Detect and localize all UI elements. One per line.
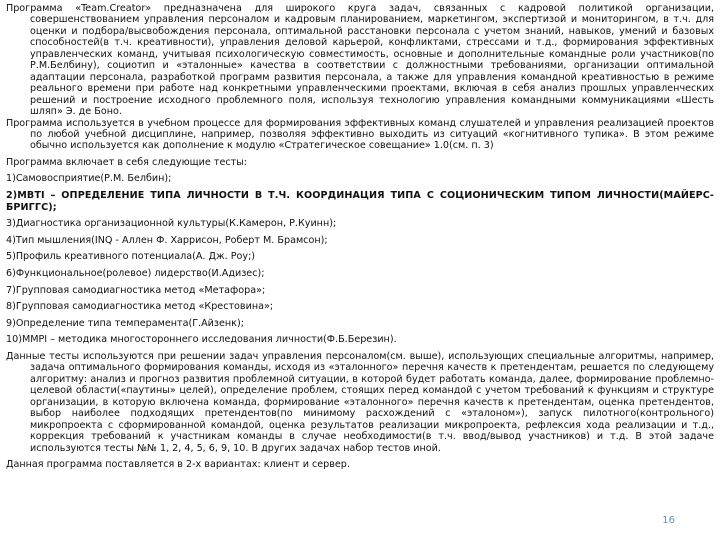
test-item-3: 3)Диагностика организационной культуры(К.Камерон, Р.Куинн);: [6, 218, 337, 230]
test-item-10: 10)MMPI – методика многостороннего исследования личности(Ф.Б.Березин).: [6, 334, 397, 346]
test-item-6: 6)Функциональное(ролевое) лидерство(И.Адизес);: [6, 267, 265, 279]
test-item-9: 9)Определение типа темперамента(Г.Айзенк);: [6, 317, 244, 329]
page-number: 16: [662, 515, 675, 526]
test-item-2: 2)MBTI – ОПРЕДЕЛЕНИЕ ТИПА ЛИЧНОСТИ В Т.Ч. КООРДИНАЦИЯ ТИПА С СОЦИОНИЧЕСКИМ ТИПОМ ЛИЧНОСТИ(МАЙЕРС-БРИГГС);: [6, 189, 714, 213]
algorithm-paragraph: Данные тесты используются при решении задач управления персоналом(см. выше), использующих специальные алгоритмы, например, задача оптимального формирования команды, исходя из «эталонного» перечня качеств к претендентам, решается по следующему алгоритму: анализ и прогноз развития проблемной ситуации, в которой будет работать команда, далее, формирование проблемно-целевой области(«паутины» целей), определение проблем, стоящих перед командой с учетом требований к функциям и структуре организации, в которую включена команда, формирование «эталонного» перечня качеств к претендентам, оценка претендентов, выбор наиболее подходящих претендентов(по минимому расхождений с «эталоном»), запуск пилотного(контрольного) микропроекта с сформированной командой, оценка результатов реализации микропроекта, рефлексия хода реализации и т.д., коррекция требований к участникам команды в случае необходимости(в т.ч. ввод/вывод участников) и т.д. В этой задаче используются тесты №№ 1, 2, 4, 5, 6, 9, 10. В других задачах набор тестов иной.: [6, 350, 714, 454]
test-item-1: 1)Самовосприятие(Р.М. Белбин);: [6, 173, 172, 185]
closing-line: Данная программа поставляется в 2-х вариантах: клиент и сервер.: [6, 458, 350, 470]
test-item-4: 4)Тип мышления(INQ - Аллен Ф. Харрисон, Роберт М. Брамсон);: [6, 234, 328, 246]
test-item-5: 5)Профиль креативного потенциала(А. Дж. Роу;): [6, 251, 256, 263]
tests-heading: Программа включает в себя следующие тесты:: [6, 156, 248, 168]
test-item-8: 8)Групповая самодиагностика метод «Крестовина»;: [6, 301, 274, 313]
usage-paragraph: Программа используется в учебном процессе для формирования эффективных команд слушателей и управления реализацией проектов по любой учебной дисциплине, например, позволяя эффективно выходить из ситуаций «когнитивного тупика». В этом режиме обычно используется как дополнение к модулю «Стратегическое совещание» 1.0(см. п. 3): [6, 117, 714, 152]
intro-paragraph: Программа «Team.Creator» предназначена для широкого круга задач, связанных с кадровой политикой организации, совершенствованием управления персоналом и кадровым планированием, маркетингом, экспертизой и мониторингом, в т.ч. для оценки и подбора/высвобождения персонала, оптимальной расстановки персонала с учетом знаний, навыков, умений и базовых способностей(в т.ч. креативности), управления деловой карьерой, конфликтами, стрессами и т.д., формирования эффективных управленческих команд, учитывая психологическую совместимость, основные и дополнительные командные роли участников(по Р.М.Белбину), социотип и «эталонные» качества в соответствии с должностными требованиями, организации оптимальной адаптации персонала, разработкой программ развития персонала, а также для управления командной креативностью в режиме реального времени при работе над конкретными управленческими проектами, включая в себя анализ прошлых управленческих решений и построение исходного проблемного поля, используя технологию управления командными коммуникациями «Шесть шляп» Э. де Боно.: [6, 3, 714, 118]
test-item-7: 7)Групповая самодиагностика метод «Метафора»;: [6, 284, 266, 296]
